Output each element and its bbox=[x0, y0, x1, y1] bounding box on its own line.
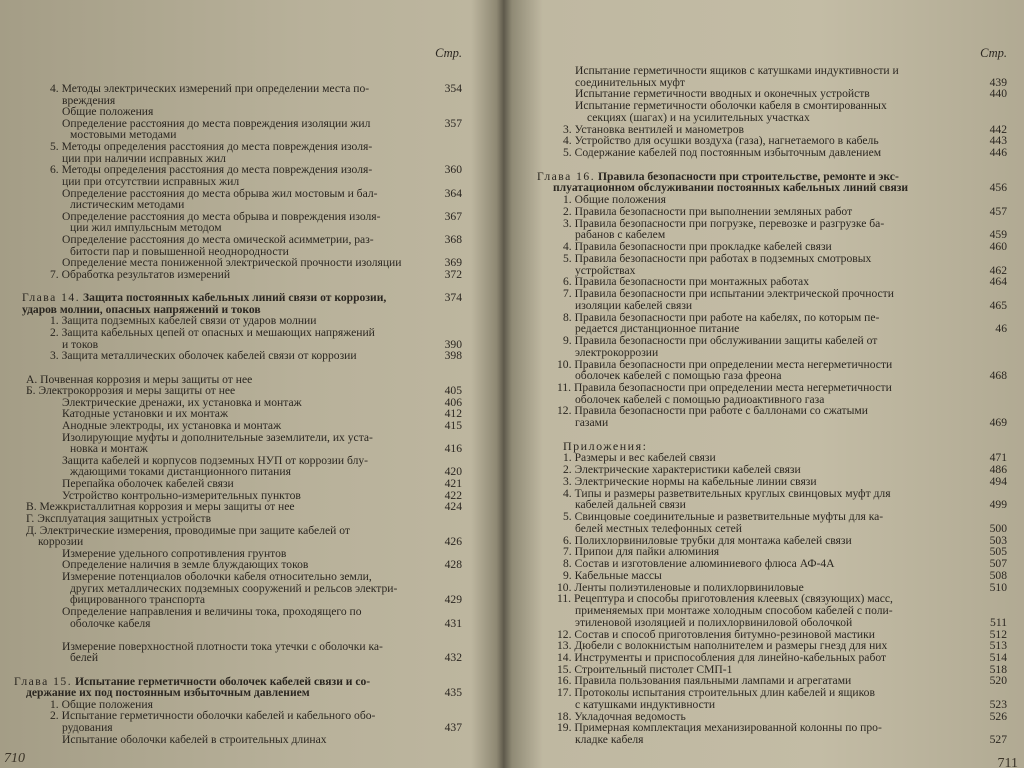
entry-text: 3. Правила безопасности при погрузке, перевозке и разгрузке ба- bbox=[563, 216, 885, 230]
entry-text: Испытание оболочки кабелей в строительных длинах bbox=[62, 732, 327, 746]
entry-text: газами bbox=[575, 416, 609, 430]
page-ref: 520 bbox=[989, 674, 1007, 688]
page-ref: 511 bbox=[990, 615, 1007, 629]
entry-text: Б. Электрокоррозия и меры защиты от нее bbox=[26, 384, 236, 398]
entry-text: Испытание герметичности оболочки кабеля в смонтированных bbox=[575, 99, 887, 113]
entry-text: кладке кабеля bbox=[575, 733, 644, 747]
left-page-number: 710 bbox=[4, 751, 25, 766]
entry-text: редается дистанционное питание bbox=[575, 322, 740, 336]
entry-text: Определение наличия в земле блуждающих токов bbox=[62, 558, 309, 572]
page-ref: 457 bbox=[989, 204, 1007, 218]
entry-text: 3. Установка вентилей и манометров bbox=[563, 122, 744, 136]
entry-text: Определение расстояния до места обрыва жил мостовым и бал- bbox=[62, 186, 378, 200]
entry-text: применяемых при монтаже холодным способом кабелей с поли- bbox=[575, 604, 893, 618]
entry-text: 9. Правила безопасности при обслуживании защиты кабелей от bbox=[563, 334, 878, 348]
page-ref: 46 bbox=[995, 322, 1007, 336]
entry-text: 2. Электрические характеристики кабелей связи bbox=[563, 463, 801, 477]
entry-text: с катушками индуктивности bbox=[575, 697, 716, 711]
entry-text: 18. Укладочная ведомость bbox=[557, 709, 686, 723]
page-ref: 442 bbox=[989, 122, 1007, 136]
page-ref: 426 bbox=[444, 535, 462, 549]
entry-text: оболочек кабелей с помощью газа фреона bbox=[575, 369, 782, 383]
entry-text: 11. Правила безопасности при определении места негерметичности bbox=[557, 380, 892, 394]
page-ref: 456 bbox=[989, 181, 1007, 195]
page-ref: 431 bbox=[444, 616, 462, 630]
entry-text: 12. Правила безопасности при работе с баллонами со сжатыми bbox=[557, 404, 868, 418]
page-ref: 513 bbox=[989, 639, 1007, 653]
entry-text: Определение расстояния до места повреждения изоляции жил bbox=[62, 116, 371, 130]
entry-text: 11. Рецептура и способы приготовления клеевых (связующих) масс, bbox=[557, 592, 893, 606]
entry-text: вреждения bbox=[62, 93, 116, 107]
entry-text: Устройство контрольно-измерительных пунктов bbox=[62, 488, 301, 502]
entry-text: 1. Защита подземных кабелей связи от ударов молнии bbox=[50, 314, 317, 328]
entry-text: 3. Электрические нормы на кабельные линии связи bbox=[563, 474, 817, 488]
page-ref: 374 bbox=[444, 291, 462, 305]
entry-text: 7. Обработка результатов измерений bbox=[50, 267, 231, 281]
chapter-label: Глава 14. bbox=[22, 291, 81, 305]
entry-text: 13. Дюбели с волокнистым наполнителем и размеры гнезд для них bbox=[557, 639, 888, 653]
page-ref: 440 bbox=[989, 87, 1007, 101]
page-ref: 503 bbox=[989, 533, 1007, 547]
entry-text: 4. Методы электрических измерений при определении места по- bbox=[50, 82, 370, 95]
entry-text: новка и монтаж bbox=[70, 442, 148, 456]
entry-text: 1. Общие положения bbox=[50, 697, 153, 711]
page-ref: 367 bbox=[444, 209, 462, 223]
entry-text: 10. Правила безопасности при определении места негерметичности bbox=[557, 357, 893, 371]
entry-text: 19. Примерная комплектация механизированной колонны по про- bbox=[557, 721, 882, 735]
entry-text: электрокоррозии bbox=[575, 345, 659, 359]
entry-text: ждающими токами дистанционного питания bbox=[70, 465, 291, 479]
page-ref: 421 bbox=[444, 477, 462, 491]
entry-text: 1. Общие положения bbox=[563, 193, 666, 207]
entry-text: 4. Типы и размеры разветвительных круглых свинцовых муфт для bbox=[563, 486, 891, 500]
entry-text: устройствах bbox=[575, 263, 636, 277]
page-ref: 523 bbox=[989, 697, 1007, 711]
entry-text: 5. Содержание кабелей под постоянным избыточным давлением bbox=[563, 146, 882, 160]
entry-text: Определение расстояния до места омической асимметрии, раз- bbox=[62, 233, 374, 247]
page-ref: 443 bbox=[989, 134, 1007, 148]
entry-text: Определение направления и величины тока, проходящего по bbox=[62, 604, 362, 618]
entry-text: Общие положения bbox=[62, 105, 154, 119]
page-ref: 357 bbox=[444, 116, 462, 130]
page-ref: 459 bbox=[989, 228, 1007, 242]
page-ref: 514 bbox=[989, 651, 1007, 664]
chapter-title-continued: плуатационном обслуживании постоянных кабельных линий связи bbox=[553, 181, 909, 195]
entry-text: листическим методами bbox=[70, 198, 185, 212]
entry-text: ции жил импульсным методом bbox=[70, 221, 222, 235]
page-ref: 416 bbox=[444, 442, 462, 456]
page-ref: 390 bbox=[444, 337, 462, 351]
page-ref: 354 bbox=[444, 82, 462, 95]
page-ref: 471 bbox=[989, 451, 1007, 465]
entry-text: 7. Правила безопасности при испытании электрической прочности bbox=[563, 287, 894, 301]
page-ref: 405 bbox=[444, 384, 462, 398]
entry-text: Измерение потенциалов оболочки кабеля относительно земли, bbox=[62, 570, 372, 584]
entry-text: 16. Правила пользования паяльными лампами и агрегатами bbox=[557, 674, 852, 688]
left-page-header: Стр. bbox=[435, 46, 462, 60]
entry-text: мостовыми методами bbox=[70, 128, 177, 142]
left-page bbox=[0, 0, 490, 768]
entry-text: белей bbox=[70, 651, 99, 665]
entry-text: Анодные электроды, их установка и монтаж bbox=[62, 418, 282, 432]
entry-text: Д. Электрические измерения, проводимые при защите кабелей от bbox=[26, 523, 350, 537]
entry-text: А. Почвенная коррозия и меры защиты от нее bbox=[26, 372, 253, 386]
entry-text: ции при наличии исправных жил bbox=[62, 151, 226, 165]
page-ref: 415 bbox=[444, 418, 462, 432]
entry-text: 10. Ленты полиэтиленовые и полихлорвиниловые bbox=[557, 580, 804, 594]
entry-text: рабанов с кабелем bbox=[575, 228, 666, 242]
right-page-number: 711 bbox=[997, 756, 1018, 768]
page-ref: 494 bbox=[989, 474, 1007, 488]
entry-text: Определение расстояния до места обрыва и повреждения изоля- bbox=[62, 209, 381, 223]
page-ref: 512 bbox=[989, 627, 1007, 641]
entry-text: оболочек кабелей с помощью радиоактивного газа bbox=[575, 392, 825, 406]
page-ref: 486 bbox=[989, 463, 1007, 477]
page-ref: 505 bbox=[989, 545, 1007, 559]
entry-text: 1. Размеры и вес кабелей связи bbox=[563, 451, 716, 465]
page-ref: 527 bbox=[989, 733, 1007, 747]
page-ref: 500 bbox=[989, 521, 1007, 535]
page-ref: 428 bbox=[444, 558, 462, 572]
entry-text: и токов bbox=[62, 337, 99, 351]
toc-line bbox=[14, 733, 462, 746]
page-ref: 468 bbox=[989, 369, 1007, 383]
entry-text: этиленовой изоляцией и полихлорвиниловой оболочкой bbox=[575, 615, 853, 629]
entry-text: 3. Защита металлических оболочек кабелей связи от коррозии bbox=[50, 349, 357, 363]
entry-text: 2. Правила безопасности при выполнении земляных работ bbox=[563, 204, 853, 218]
chapter-heading: Защита постоянных кабельных линий связи от коррозии, bbox=[80, 291, 387, 305]
page-ref: 424 bbox=[444, 500, 462, 514]
page-ref: 398 bbox=[444, 349, 462, 363]
entry-text: Измерение поверхностной плотности тока утечки с оболочки ка- bbox=[62, 639, 383, 653]
page-ref: 526 bbox=[989, 709, 1007, 723]
page-ref: 499 bbox=[989, 498, 1007, 512]
appendix-heading: Приложения: bbox=[563, 439, 648, 453]
page-ref: 510 bbox=[989, 580, 1007, 594]
page-ref: 460 bbox=[989, 240, 1007, 254]
chapter-title-continued: держание их под постоянным избыточным давлением bbox=[26, 686, 310, 700]
page-ref: 439 bbox=[989, 75, 1007, 89]
entry-text: Г. Эксплуатация защитных устройств bbox=[26, 511, 212, 525]
entry-text: Перепайка оболочек кабелей связи bbox=[62, 477, 234, 491]
entry-text: 5. Правила безопасности при работах в подземных смотровых bbox=[563, 251, 872, 265]
entry-text: В. Межкристаллитная коррозия и меры защиты от нее bbox=[26, 500, 295, 514]
entry-text: Электрические дренажи, их установка и монтаж bbox=[62, 395, 302, 409]
page-ref: 422 bbox=[444, 488, 462, 502]
entry-text: Защита кабелей и корпусов подземных НУП от коррозии блу- bbox=[62, 453, 369, 467]
page-ref: 429 bbox=[444, 593, 462, 607]
page-ref: 406 bbox=[444, 395, 462, 409]
entry-text: оболочке кабеля bbox=[70, 616, 151, 630]
page-ref: 360 bbox=[444, 163, 462, 177]
entry-text: изоляции кабелей связи bbox=[575, 298, 693, 312]
page-ref: 435 bbox=[444, 686, 462, 700]
entry-text: 7. Припои для пайки алюминия bbox=[563, 545, 720, 559]
entry-text: 5. Методы определения расстояния до места повреждения изоля- bbox=[50, 140, 373, 154]
chapter-label: Глава 16. bbox=[537, 169, 596, 183]
page-ref: 420 bbox=[444, 465, 462, 479]
page-ref: 446 bbox=[989, 146, 1007, 160]
page-ref: 437 bbox=[444, 721, 462, 735]
entry-text: 9. Кабельные массы bbox=[563, 568, 662, 582]
page-ref: 368 bbox=[444, 233, 462, 247]
entry-text: 4. Устройство для осушки воздуха (газа), нагнетаемого в кабель bbox=[563, 134, 879, 148]
page-ref: 469 bbox=[989, 416, 1007, 430]
entry-text: 8. Состав и изготовление алюминиевого флюса АФ-4А bbox=[563, 557, 835, 571]
page-ref: 412 bbox=[444, 407, 462, 421]
entry-text: Определение места пониженной электрической прочности изоляции bbox=[62, 256, 402, 270]
right-page bbox=[505, 0, 1024, 768]
entry-text: 2. Защита кабельных цепей от опасных и мешающих напряжений bbox=[50, 326, 375, 340]
page-ref: 508 bbox=[989, 568, 1007, 582]
entry-text: 6. Правила безопасности при монтажных работах bbox=[563, 275, 809, 289]
entry-text: 4. Правила безопасности при прокладке кабелей связи bbox=[563, 240, 832, 254]
entry-text: рудования bbox=[62, 721, 113, 735]
page-ref: 464 bbox=[989, 275, 1007, 289]
page-ref: 507 bbox=[989, 557, 1007, 571]
entry-text: 6. Полихлорвиниловые трубки для монтажа кабелей связи bbox=[563, 533, 852, 547]
chapter-label: Глава 15. bbox=[14, 674, 73, 688]
chapter-title-continued: ударов молнии, опасных напряжений и токов bbox=[22, 302, 261, 316]
entry-text: 8. Правила безопасности при работе на кабелях, по которым пе- bbox=[563, 310, 880, 324]
entry-text: кабелей дальней связи bbox=[575, 498, 686, 512]
page-ref: 369 bbox=[444, 256, 462, 270]
entry-text: 17. Протоколы испытания строительных длин кабелей и ящиков bbox=[557, 686, 875, 700]
entry-text: Изолирующие муфты и дополнительные заземлители, их уста- bbox=[62, 430, 373, 444]
entry-text: 12. Состав и способ приготовления битумно-резиновой мастики bbox=[557, 627, 875, 641]
page-ref: 518 bbox=[989, 662, 1007, 676]
entry-text: коррозии bbox=[38, 535, 84, 549]
entry-text: секциях (шагах) и на усилительных участках bbox=[587, 110, 810, 124]
page-ref: 432 bbox=[444, 651, 462, 665]
entry-text: 5. Свинцовые соединительные и разветвительные муфты для ка- bbox=[563, 510, 884, 524]
right-page-header: Стр. bbox=[980, 46, 1007, 60]
chapter-heading: Испытание герметичности оболочек кабелей связи и со- bbox=[72, 674, 371, 688]
entry-text: соединительных муфт bbox=[575, 75, 685, 89]
page-ref: 372 bbox=[444, 267, 462, 281]
entry-text: фицированного транспорта bbox=[70, 593, 206, 607]
page-ref: 364 bbox=[444, 186, 462, 200]
entry-text: 14. Инструменты и приспособления для линейно-кабельных работ bbox=[557, 651, 887, 664]
page-ref: 465 bbox=[989, 298, 1007, 312]
entry-text: других металлических подземных сооружений и рельсов электри- bbox=[70, 581, 398, 595]
entry-text: битости пар и повышенной неоднородности bbox=[70, 244, 289, 258]
entry-text: ции при отсутствии исправных жил bbox=[62, 174, 240, 188]
entry-text: Испытание герметичности вводных и оконечных устройств bbox=[575, 87, 870, 101]
toc-line bbox=[529, 733, 1007, 746]
entry-text: Испытание герметичности ящиков с катушками индуктивности и bbox=[575, 64, 899, 77]
entry-text: 15. Строительный пистолет СМП-1 bbox=[557, 662, 733, 676]
entry-text: 6. Методы определения расстояния до места повреждения изоля- bbox=[50, 163, 373, 177]
entry-text: Измерение удельного сопротивления грунтов bbox=[62, 546, 287, 560]
entry-text: белей местных телефонных сетей bbox=[575, 521, 742, 535]
entry-text: Катодные установки и их монтаж bbox=[62, 407, 228, 421]
entry-text: 2. Испытание герметичности оболочки кабелей и кабельного обо- bbox=[50, 709, 376, 723]
chapter-heading: Правила безопасности при строительстве, ремонте и экс- bbox=[595, 169, 899, 183]
page-ref: 462 bbox=[989, 263, 1007, 277]
